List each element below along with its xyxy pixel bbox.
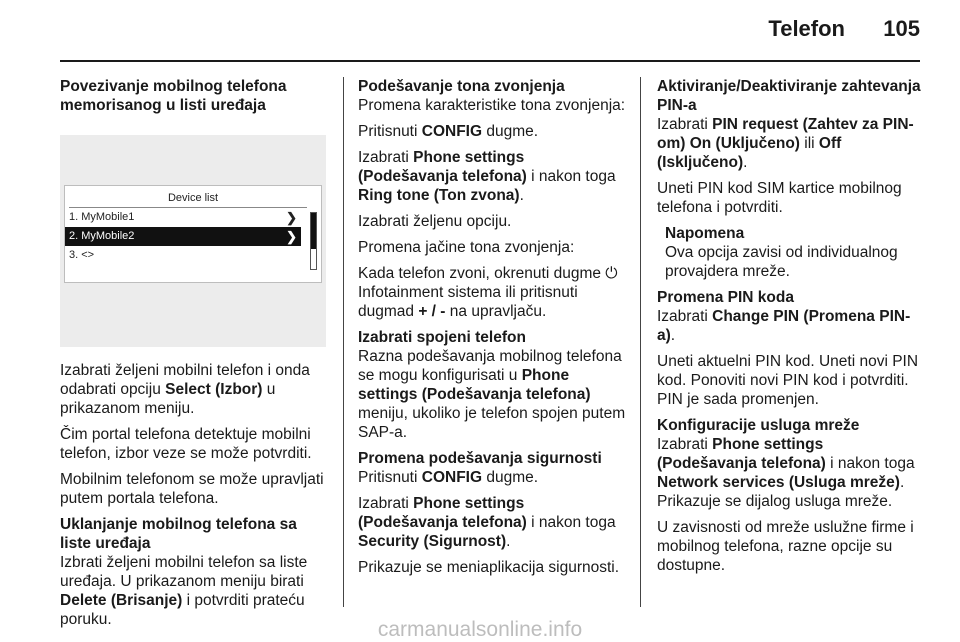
section-heading: Podešavanje tona zvonjenja: [358, 78, 565, 95]
device-list-item-label: 1. MyMobile1: [69, 211, 135, 223]
column-2: [358, 77, 628, 577]
device-list-item[interactable]: [65, 208, 301, 227]
paragraph: Promena jačine tona zvonjenja:: [358, 239, 575, 256]
section-heading: Povezivanje mobilnog telefona memorisanog u listi uređaja: [60, 78, 287, 114]
column-divider: [640, 77, 641, 607]
paragraph: U zavisnosti od mreže uslužne firme i mobilnog telefona, razne opcije su dostupne.: [657, 519, 914, 574]
paragraph: Razna podešavanja mobilnog telefona se mogu konfigurisati u Phone settings (Podešavanja telefona) meniju, ukoliko je telefon spojen putem SAP-a.: [358, 348, 626, 441]
paragraph: Mobilnim telefonom se može upravljati putem portala telefona.: [60, 471, 324, 507]
paragraph: Promena karakteristike tona zvonjenja:: [358, 97, 626, 114]
chevron-right-icon: ❯: [286, 229, 297, 244]
page-number: 105: [883, 16, 920, 41]
paragraph: Čim portal telefona detektuje mobilni telefon, izbor veze se može potvrditi.: [60, 426, 312, 462]
paragraph: Izabrati Change PIN (Promena PIN-a).: [657, 308, 911, 344]
paragraph: Izabrati Phone settings (Podešavanja telefona) i nakon toga Ring tone (Ton zvona).: [358, 149, 616, 204]
paragraph: Izabrati Phone settings (Podešavanja telefona) i nakon toga Security (Sigurnost).: [358, 495, 616, 550]
paragraph: Izbrati željeni mobilni telefon sa liste uređaja. U prikazanom meniju birati Delete (Brisanje) i potvrditi prateću poruku.: [60, 554, 308, 628]
section-heading: Konfiguracije usluga mreže: [657, 417, 860, 434]
paragraph: Kada telefon zvoni, okrenuti dugme ⏻ Infotainment sistema ili pritisnuti dugmad + / - na upravljaču.: [358, 265, 618, 320]
device-list-title: Device list: [167, 192, 219, 204]
header-rule: [60, 60, 920, 62]
section-heading: Uklanjanje mobilnog telefona sa liste uređaja: [60, 516, 297, 552]
power-knob-icon: ⏻: [605, 265, 618, 282]
paragraph: Pritisnuti CONFIG dugme.: [358, 469, 539, 486]
device-list-item[interactable]: [65, 246, 301, 265]
chevron-right-icon: ❯: [286, 210, 297, 225]
paragraph: Uneti PIN kod SIM kartice mobilnog telefona i potvrditi.: [657, 180, 902, 216]
section-heading: Promena PIN koda: [657, 289, 794, 306]
scrollbar-thumb[interactable]: [311, 213, 316, 249]
paragraph: Uneti aktuelni PIN kod. Uneti novi PIN kod. Ponoviti novi PIN kod i potvrditi. PIN je sada promenjen.: [657, 353, 919, 408]
scrollbar[interactable]: [310, 212, 317, 270]
column-3: [657, 77, 927, 575]
section-heading: Promena podešavanja sigurnosti: [358, 450, 602, 467]
paragraph: Izabrati željeni mobilni telefon i onda odabrati opciju Select (Izbor) u prikazanom meniju.: [60, 362, 310, 417]
column-1: [60, 77, 328, 629]
paragraph: Izabrati PIN request (Zahtev za PIN-om) On (Uključeno) ili Off (Isključeno).: [657, 116, 914, 171]
paragraph: Izabrati željenu opciju.: [358, 213, 512, 230]
device-list-figure: [60, 135, 326, 347]
section-heading: Izabrati spojeni telefon: [358, 329, 526, 346]
page-header-title: Telefon: [768, 16, 845, 41]
column-divider: [343, 77, 344, 607]
device-list-item-selected[interactable]: [65, 227, 301, 246]
device-list-item-label: 2. MyMobile2: [69, 230, 135, 242]
note-text: Ova opcija zavisi od individualnog provajdera mreže.: [665, 244, 898, 280]
paragraph: Izabrati Phone settings (Podešavanja telefona) i nakon toga Network services (Usluga mreže). Prikazuje se dijalog usluga mreže.: [657, 436, 915, 510]
section-heading: Aktiviranje/Deaktiviranje zahtevanja PIN-a: [657, 78, 921, 114]
paragraph: Prikazuje se meniaplikacija sigurnosti.: [358, 559, 620, 576]
note-title: Napomena: [665, 225, 745, 242]
device-list-item-label: 3. <>: [69, 249, 95, 261]
paragraph: Pritisnuti CONFIG dugme.: [358, 123, 539, 140]
watermark: carmanualsonline.info: [377, 618, 583, 641]
device-list-screen: [64, 185, 322, 283]
